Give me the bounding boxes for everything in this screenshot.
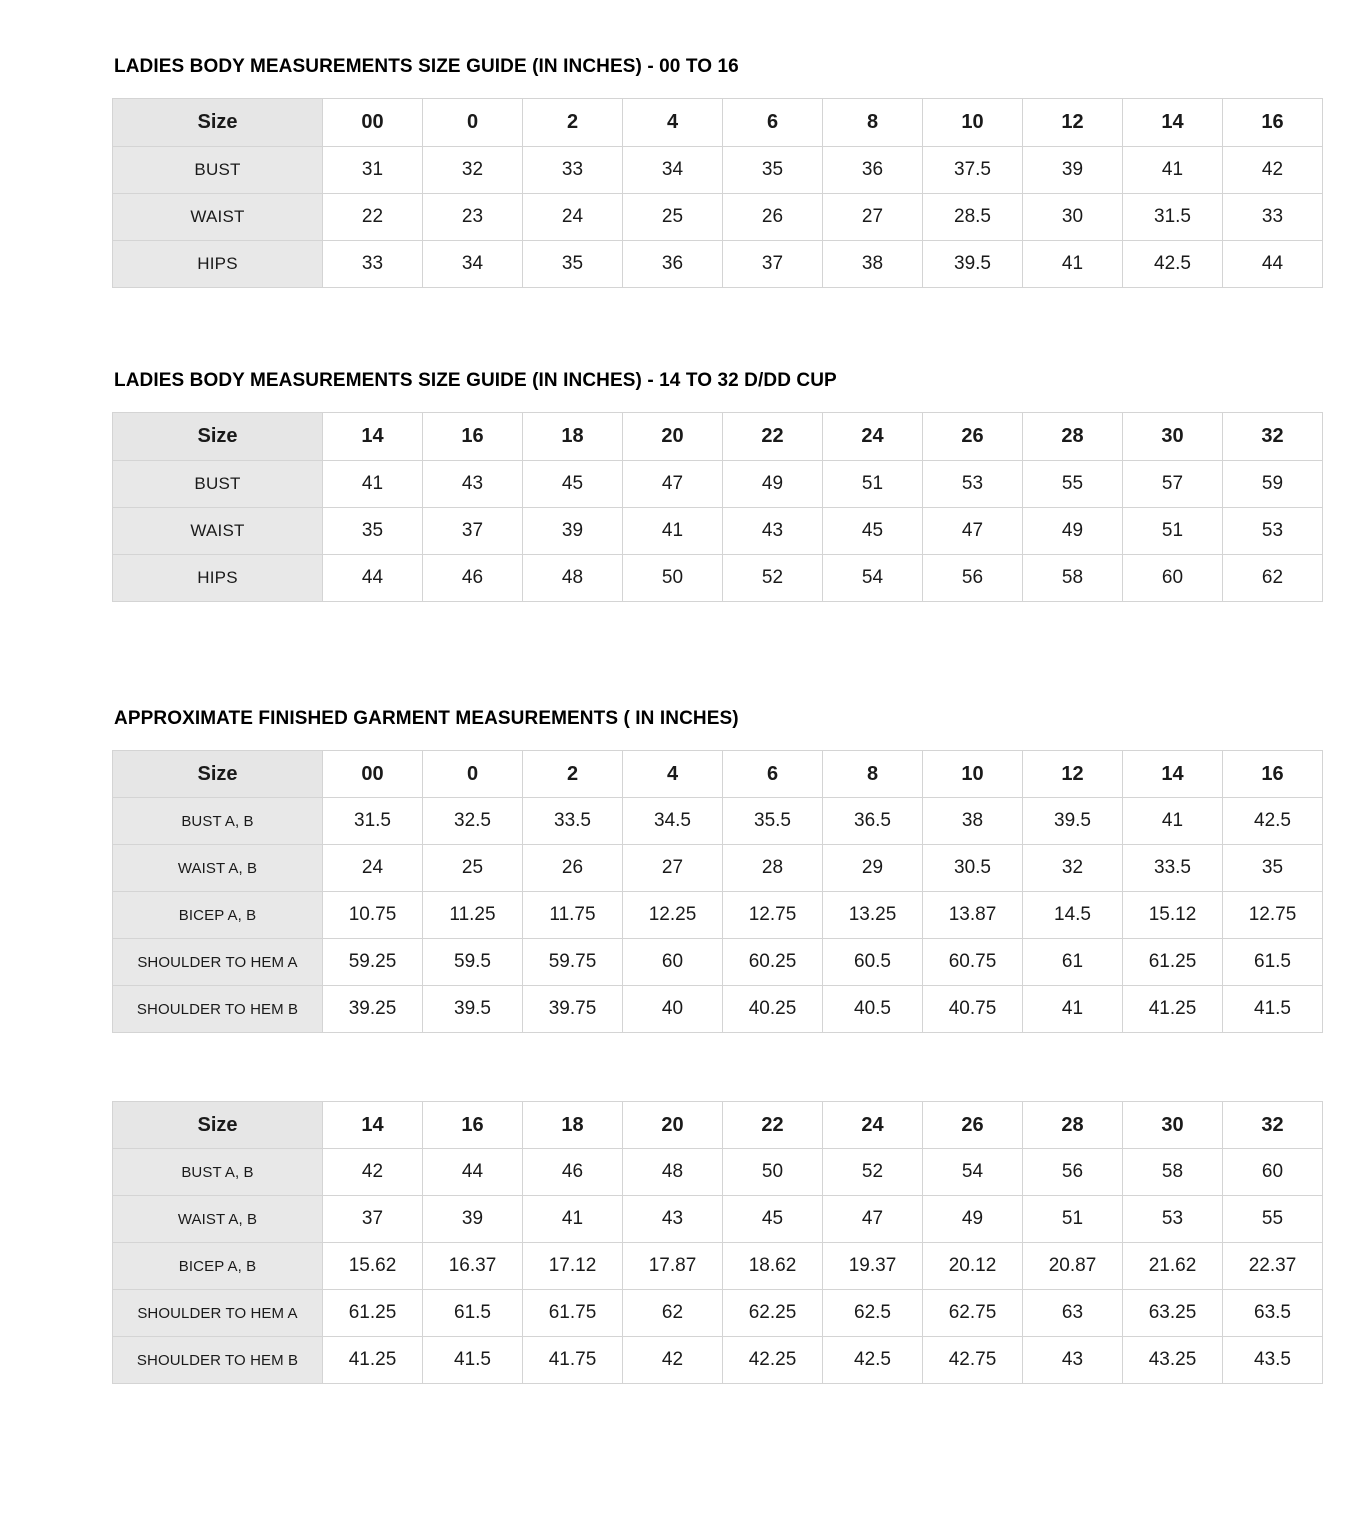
cell-value: 48 bbox=[623, 1149, 723, 1196]
cell-value: 56 bbox=[1023, 1149, 1123, 1196]
cell-value: 35.5 bbox=[723, 798, 823, 845]
cell-value: 36.5 bbox=[823, 798, 923, 845]
cell-value: 61.25 bbox=[323, 1290, 423, 1337]
cell-value: 41.25 bbox=[1123, 986, 1223, 1033]
cell-value: 39.25 bbox=[323, 986, 423, 1033]
table-header-row bbox=[113, 413, 1323, 461]
cell-value: 24 bbox=[323, 845, 423, 892]
cell-value: 37.5 bbox=[923, 147, 1023, 194]
column-header: 16 bbox=[1223, 751, 1323, 798]
cell-value: 40 bbox=[623, 986, 723, 1033]
cell-value: 41 bbox=[523, 1196, 623, 1243]
cell-value: 60 bbox=[1223, 1149, 1323, 1196]
column-header: 14 bbox=[1123, 751, 1223, 798]
cell-value: 46 bbox=[423, 555, 523, 602]
cell-value: 62.75 bbox=[923, 1290, 1023, 1337]
column-header: 20 bbox=[623, 1102, 723, 1149]
column-header: 10 bbox=[923, 99, 1023, 147]
cell-value: 44 bbox=[323, 555, 423, 602]
cell-value: 58 bbox=[1023, 555, 1123, 602]
cell-value: 38 bbox=[923, 798, 1023, 845]
cell-value: 45 bbox=[723, 1196, 823, 1243]
cell-value: 42.75 bbox=[923, 1337, 1023, 1384]
cell-value: 27 bbox=[823, 194, 923, 241]
cell-value: 43 bbox=[623, 1196, 723, 1243]
column-header: 18 bbox=[523, 413, 623, 461]
header-size-label: Size bbox=[113, 99, 323, 147]
cell-value: 35 bbox=[1223, 845, 1323, 892]
column-header: 2 bbox=[523, 751, 623, 798]
cell-value: 54 bbox=[923, 1149, 1023, 1196]
cell-value: 57 bbox=[1123, 461, 1223, 508]
cell-value: 12.75 bbox=[1223, 892, 1323, 939]
column-header: 26 bbox=[923, 413, 1023, 461]
cell-value: 10.75 bbox=[323, 892, 423, 939]
cell-value: 53 bbox=[1123, 1196, 1223, 1243]
page-title-1: LADIES BODY MEASUREMENTS SIZE GUIDE (IN INCHES) - 00 TO 16 bbox=[114, 56, 739, 77]
cell-value: 48 bbox=[523, 555, 623, 602]
cell-value: 15.62 bbox=[323, 1243, 423, 1290]
size-table-2 bbox=[112, 412, 1323, 602]
cell-value: 61.75 bbox=[523, 1290, 623, 1337]
cell-value: 15.12 bbox=[1123, 892, 1223, 939]
table-row bbox=[113, 892, 1323, 939]
cell-value: 33 bbox=[323, 241, 423, 288]
cell-value: 46 bbox=[523, 1149, 623, 1196]
cell-value: 33 bbox=[1223, 194, 1323, 241]
table-header-row bbox=[113, 1102, 1323, 1149]
cell-value: 43 bbox=[723, 508, 823, 555]
cell-value: 41.25 bbox=[323, 1337, 423, 1384]
column-header: 30 bbox=[1123, 413, 1223, 461]
cell-value: 42 bbox=[323, 1149, 423, 1196]
cell-value: 41.5 bbox=[423, 1337, 523, 1384]
row-label: WAIST bbox=[113, 508, 323, 555]
cell-value: 42 bbox=[623, 1337, 723, 1384]
cell-value: 61.5 bbox=[1223, 939, 1323, 986]
cell-value: 61.5 bbox=[423, 1290, 523, 1337]
column-header: 14 bbox=[323, 1102, 423, 1149]
row-label: BICEP A, B bbox=[113, 892, 323, 939]
cell-value: 41 bbox=[623, 508, 723, 555]
cell-value: 41 bbox=[1023, 241, 1123, 288]
cell-value: 60.25 bbox=[723, 939, 823, 986]
cell-value: 50 bbox=[623, 555, 723, 602]
cell-value: 53 bbox=[923, 461, 1023, 508]
column-header: 20 bbox=[623, 413, 723, 461]
row-label: BUST A, B bbox=[113, 1149, 323, 1196]
cell-value: 53 bbox=[1223, 508, 1323, 555]
cell-value: 51 bbox=[823, 461, 923, 508]
column-header: 14 bbox=[1123, 99, 1223, 147]
row-label: SHOULDER TO HEM A bbox=[113, 1290, 323, 1337]
cell-value: 34 bbox=[623, 147, 723, 194]
page-title-3: APPROXIMATE FINISHED GARMENT MEASUREMENTS ( IN INCHES) bbox=[114, 708, 739, 729]
cell-value: 14.5 bbox=[1023, 892, 1123, 939]
table-row bbox=[113, 147, 1323, 194]
cell-value: 44 bbox=[1223, 241, 1323, 288]
cell-value: 59.75 bbox=[523, 939, 623, 986]
cell-value: 35 bbox=[323, 508, 423, 555]
table-row bbox=[113, 939, 1323, 986]
column-header: 30 bbox=[1123, 1102, 1223, 1149]
table-row bbox=[113, 845, 1323, 892]
table-row bbox=[113, 194, 1323, 241]
size-table-4 bbox=[112, 1101, 1323, 1384]
cell-value: 37 bbox=[723, 241, 823, 288]
cell-value: 18.62 bbox=[723, 1243, 823, 1290]
column-header: 4 bbox=[623, 99, 723, 147]
size-table-1 bbox=[112, 98, 1323, 288]
table-row bbox=[113, 1290, 1323, 1337]
cell-value: 34 bbox=[423, 241, 523, 288]
header-size-label: Size bbox=[113, 751, 323, 798]
column-header: 16 bbox=[423, 1102, 523, 1149]
table-header-row bbox=[113, 751, 1323, 798]
cell-value: 28.5 bbox=[923, 194, 1023, 241]
cell-value: 13.25 bbox=[823, 892, 923, 939]
size-guide-section-2 bbox=[112, 370, 1284, 602]
column-header: 22 bbox=[723, 413, 823, 461]
row-label: HIPS bbox=[113, 241, 323, 288]
cell-value: 24 bbox=[523, 194, 623, 241]
cell-value: 63 bbox=[1023, 1290, 1123, 1337]
column-header: 24 bbox=[823, 1102, 923, 1149]
cell-value: 37 bbox=[323, 1196, 423, 1243]
column-header: 10 bbox=[923, 751, 1023, 798]
table-row bbox=[113, 1243, 1323, 1290]
cell-value: 49 bbox=[1023, 508, 1123, 555]
cell-value: 60.75 bbox=[923, 939, 1023, 986]
cell-value: 34.5 bbox=[623, 798, 723, 845]
column-header: 28 bbox=[1023, 413, 1123, 461]
cell-value: 39.5 bbox=[1023, 798, 1123, 845]
cell-value: 61.25 bbox=[1123, 939, 1223, 986]
column-header: 00 bbox=[323, 751, 423, 798]
row-label: BUST bbox=[113, 461, 323, 508]
cell-value: 63.25 bbox=[1123, 1290, 1223, 1337]
cell-value: 47 bbox=[923, 508, 1023, 555]
table-row bbox=[113, 798, 1323, 845]
cell-value: 30 bbox=[1023, 194, 1123, 241]
cell-value: 42.5 bbox=[1223, 798, 1323, 845]
cell-value: 36 bbox=[823, 147, 923, 194]
cell-value: 59.5 bbox=[423, 939, 523, 986]
cell-value: 60 bbox=[623, 939, 723, 986]
cell-value: 11.75 bbox=[523, 892, 623, 939]
cell-value: 13.87 bbox=[923, 892, 1023, 939]
cell-value: 33.5 bbox=[1123, 845, 1223, 892]
table-row bbox=[113, 1337, 1323, 1384]
cell-value: 19.37 bbox=[823, 1243, 923, 1290]
cell-value: 47 bbox=[623, 461, 723, 508]
cell-value: 37 bbox=[423, 508, 523, 555]
column-header: 12 bbox=[1023, 99, 1123, 147]
column-header: 8 bbox=[823, 751, 923, 798]
cell-value: 50 bbox=[723, 1149, 823, 1196]
cell-value: 51 bbox=[1123, 508, 1223, 555]
table-row bbox=[113, 1196, 1323, 1243]
column-header: 6 bbox=[723, 99, 823, 147]
cell-value: 39 bbox=[423, 1196, 523, 1243]
table-row bbox=[113, 461, 1323, 508]
cell-value: 62.5 bbox=[823, 1290, 923, 1337]
table-row bbox=[113, 508, 1323, 555]
cell-value: 12.25 bbox=[623, 892, 723, 939]
cell-value: 39 bbox=[523, 508, 623, 555]
column-header: 00 bbox=[323, 99, 423, 147]
cell-value: 25 bbox=[423, 845, 523, 892]
cell-value: 49 bbox=[723, 461, 823, 508]
row-label: HIPS bbox=[113, 555, 323, 602]
garment-measurements-section-2 bbox=[112, 1101, 1297, 1384]
cell-value: 43.25 bbox=[1123, 1337, 1223, 1384]
cell-value: 16.37 bbox=[423, 1243, 523, 1290]
row-label: SHOULDER TO HEM A bbox=[113, 939, 323, 986]
cell-value: 33 bbox=[523, 147, 623, 194]
column-header: 22 bbox=[723, 1102, 823, 1149]
table-row bbox=[113, 555, 1323, 602]
cell-value: 40.5 bbox=[823, 986, 923, 1033]
cell-value: 12.75 bbox=[723, 892, 823, 939]
cell-value: 20.12 bbox=[923, 1243, 1023, 1290]
column-header: 4 bbox=[623, 751, 723, 798]
row-label: WAIST bbox=[113, 194, 323, 241]
cell-value: 54 bbox=[823, 555, 923, 602]
column-header: 28 bbox=[1023, 1102, 1123, 1149]
garment-measurements-section-1 bbox=[112, 708, 1297, 1033]
cell-value: 26 bbox=[723, 194, 823, 241]
header-size-label: Size bbox=[113, 413, 323, 461]
row-label: WAIST A, B bbox=[113, 845, 323, 892]
cell-value: 41 bbox=[1123, 147, 1223, 194]
cell-value: 31.5 bbox=[1123, 194, 1223, 241]
cell-value: 58 bbox=[1123, 1149, 1223, 1196]
column-header: 12 bbox=[1023, 751, 1123, 798]
cell-value: 23 bbox=[423, 194, 523, 241]
cell-value: 60 bbox=[1123, 555, 1223, 602]
cell-value: 38 bbox=[823, 241, 923, 288]
cell-value: 35 bbox=[723, 147, 823, 194]
column-header: 32 bbox=[1223, 413, 1323, 461]
cell-value: 60.5 bbox=[823, 939, 923, 986]
row-label: WAIST A, B bbox=[113, 1196, 323, 1243]
cell-value: 45 bbox=[823, 508, 923, 555]
cell-value: 25 bbox=[623, 194, 723, 241]
cell-value: 31 bbox=[323, 147, 423, 194]
cell-value: 41 bbox=[1123, 798, 1223, 845]
cell-value: 55 bbox=[1023, 461, 1123, 508]
row-label: BUST bbox=[113, 147, 323, 194]
cell-value: 31.5 bbox=[323, 798, 423, 845]
cell-value: 52 bbox=[723, 555, 823, 602]
cell-value: 55 bbox=[1223, 1196, 1323, 1243]
cell-value: 43 bbox=[423, 461, 523, 508]
header-size-label: Size bbox=[113, 1102, 323, 1149]
column-header: 18 bbox=[523, 1102, 623, 1149]
cell-value: 28 bbox=[723, 845, 823, 892]
cell-value: 36 bbox=[623, 241, 723, 288]
spacer bbox=[112, 612, 1248, 708]
column-header: 2 bbox=[523, 99, 623, 147]
cell-value: 59 bbox=[1223, 461, 1323, 508]
cell-value: 40.75 bbox=[923, 986, 1023, 1033]
cell-value: 32 bbox=[1023, 845, 1123, 892]
cell-value: 47 bbox=[823, 1196, 923, 1243]
table-header-row bbox=[113, 99, 1323, 147]
cell-value: 42.25 bbox=[723, 1337, 823, 1384]
column-header: 0 bbox=[423, 751, 523, 798]
cell-value: 44 bbox=[423, 1149, 523, 1196]
cell-value: 22 bbox=[323, 194, 423, 241]
table-row bbox=[113, 1149, 1323, 1196]
row-label: SHOULDER TO HEM B bbox=[113, 1337, 323, 1384]
cell-value: 17.12 bbox=[523, 1243, 623, 1290]
cell-value: 41.5 bbox=[1223, 986, 1323, 1033]
cell-value: 21.62 bbox=[1123, 1243, 1223, 1290]
cell-value: 62.25 bbox=[723, 1290, 823, 1337]
size-table-3 bbox=[112, 750, 1323, 1033]
cell-value: 42 bbox=[1223, 147, 1323, 194]
column-header: 32 bbox=[1223, 1102, 1323, 1149]
cell-value: 32.5 bbox=[423, 798, 523, 845]
cell-value: 62 bbox=[623, 1290, 723, 1337]
cell-value: 56 bbox=[923, 555, 1023, 602]
cell-value: 39.5 bbox=[923, 241, 1023, 288]
cell-value: 51 bbox=[1023, 1196, 1123, 1243]
table-row bbox=[113, 241, 1323, 288]
column-header: 0 bbox=[423, 99, 523, 147]
cell-value: 52 bbox=[823, 1149, 923, 1196]
cell-value: 33.5 bbox=[523, 798, 623, 845]
cell-value: 42.5 bbox=[823, 1337, 923, 1384]
cell-value: 41.75 bbox=[523, 1337, 623, 1384]
cell-value: 61 bbox=[1023, 939, 1123, 986]
cell-value: 20.87 bbox=[1023, 1243, 1123, 1290]
spacer bbox=[112, 298, 1248, 370]
cell-value: 39.75 bbox=[523, 986, 623, 1033]
cell-value: 43 bbox=[1023, 1337, 1123, 1384]
column-header: 14 bbox=[323, 413, 423, 461]
cell-value: 39 bbox=[1023, 147, 1123, 194]
cell-value: 62 bbox=[1223, 555, 1323, 602]
row-label: BICEP A, B bbox=[113, 1243, 323, 1290]
cell-value: 11.25 bbox=[423, 892, 523, 939]
column-header: 26 bbox=[923, 1102, 1023, 1149]
cell-value: 30.5 bbox=[923, 845, 1023, 892]
spacer bbox=[112, 1043, 1248, 1101]
cell-value: 41 bbox=[1023, 986, 1123, 1033]
size-guide-section-1 bbox=[112, 56, 1284, 288]
table-row bbox=[113, 986, 1323, 1033]
cell-value: 43.5 bbox=[1223, 1337, 1323, 1384]
cell-value: 26 bbox=[523, 845, 623, 892]
cell-value: 42.5 bbox=[1123, 241, 1223, 288]
cell-value: 32 bbox=[423, 147, 523, 194]
column-header: 16 bbox=[1223, 99, 1323, 147]
cell-value: 35 bbox=[523, 241, 623, 288]
cell-value: 27 bbox=[623, 845, 723, 892]
row-label: BUST A, B bbox=[113, 798, 323, 845]
column-header: 8 bbox=[823, 99, 923, 147]
row-label: SHOULDER TO HEM B bbox=[113, 986, 323, 1033]
cell-value: 40.25 bbox=[723, 986, 823, 1033]
cell-value: 49 bbox=[923, 1196, 1023, 1243]
page-title-2: LADIES BODY MEASUREMENTS SIZE GUIDE (IN INCHES) - 14 TO 32 D/DD CUP bbox=[114, 370, 837, 391]
cell-value: 41 bbox=[323, 461, 423, 508]
cell-value: 29 bbox=[823, 845, 923, 892]
cell-value: 59.25 bbox=[323, 939, 423, 986]
cell-value: 63.5 bbox=[1223, 1290, 1323, 1337]
column-header: 24 bbox=[823, 413, 923, 461]
cell-value: 39.5 bbox=[423, 986, 523, 1033]
column-header: 6 bbox=[723, 751, 823, 798]
column-header: 16 bbox=[423, 413, 523, 461]
cell-value: 45 bbox=[523, 461, 623, 508]
cell-value: 17.87 bbox=[623, 1243, 723, 1290]
cell-value: 22.37 bbox=[1223, 1243, 1323, 1290]
